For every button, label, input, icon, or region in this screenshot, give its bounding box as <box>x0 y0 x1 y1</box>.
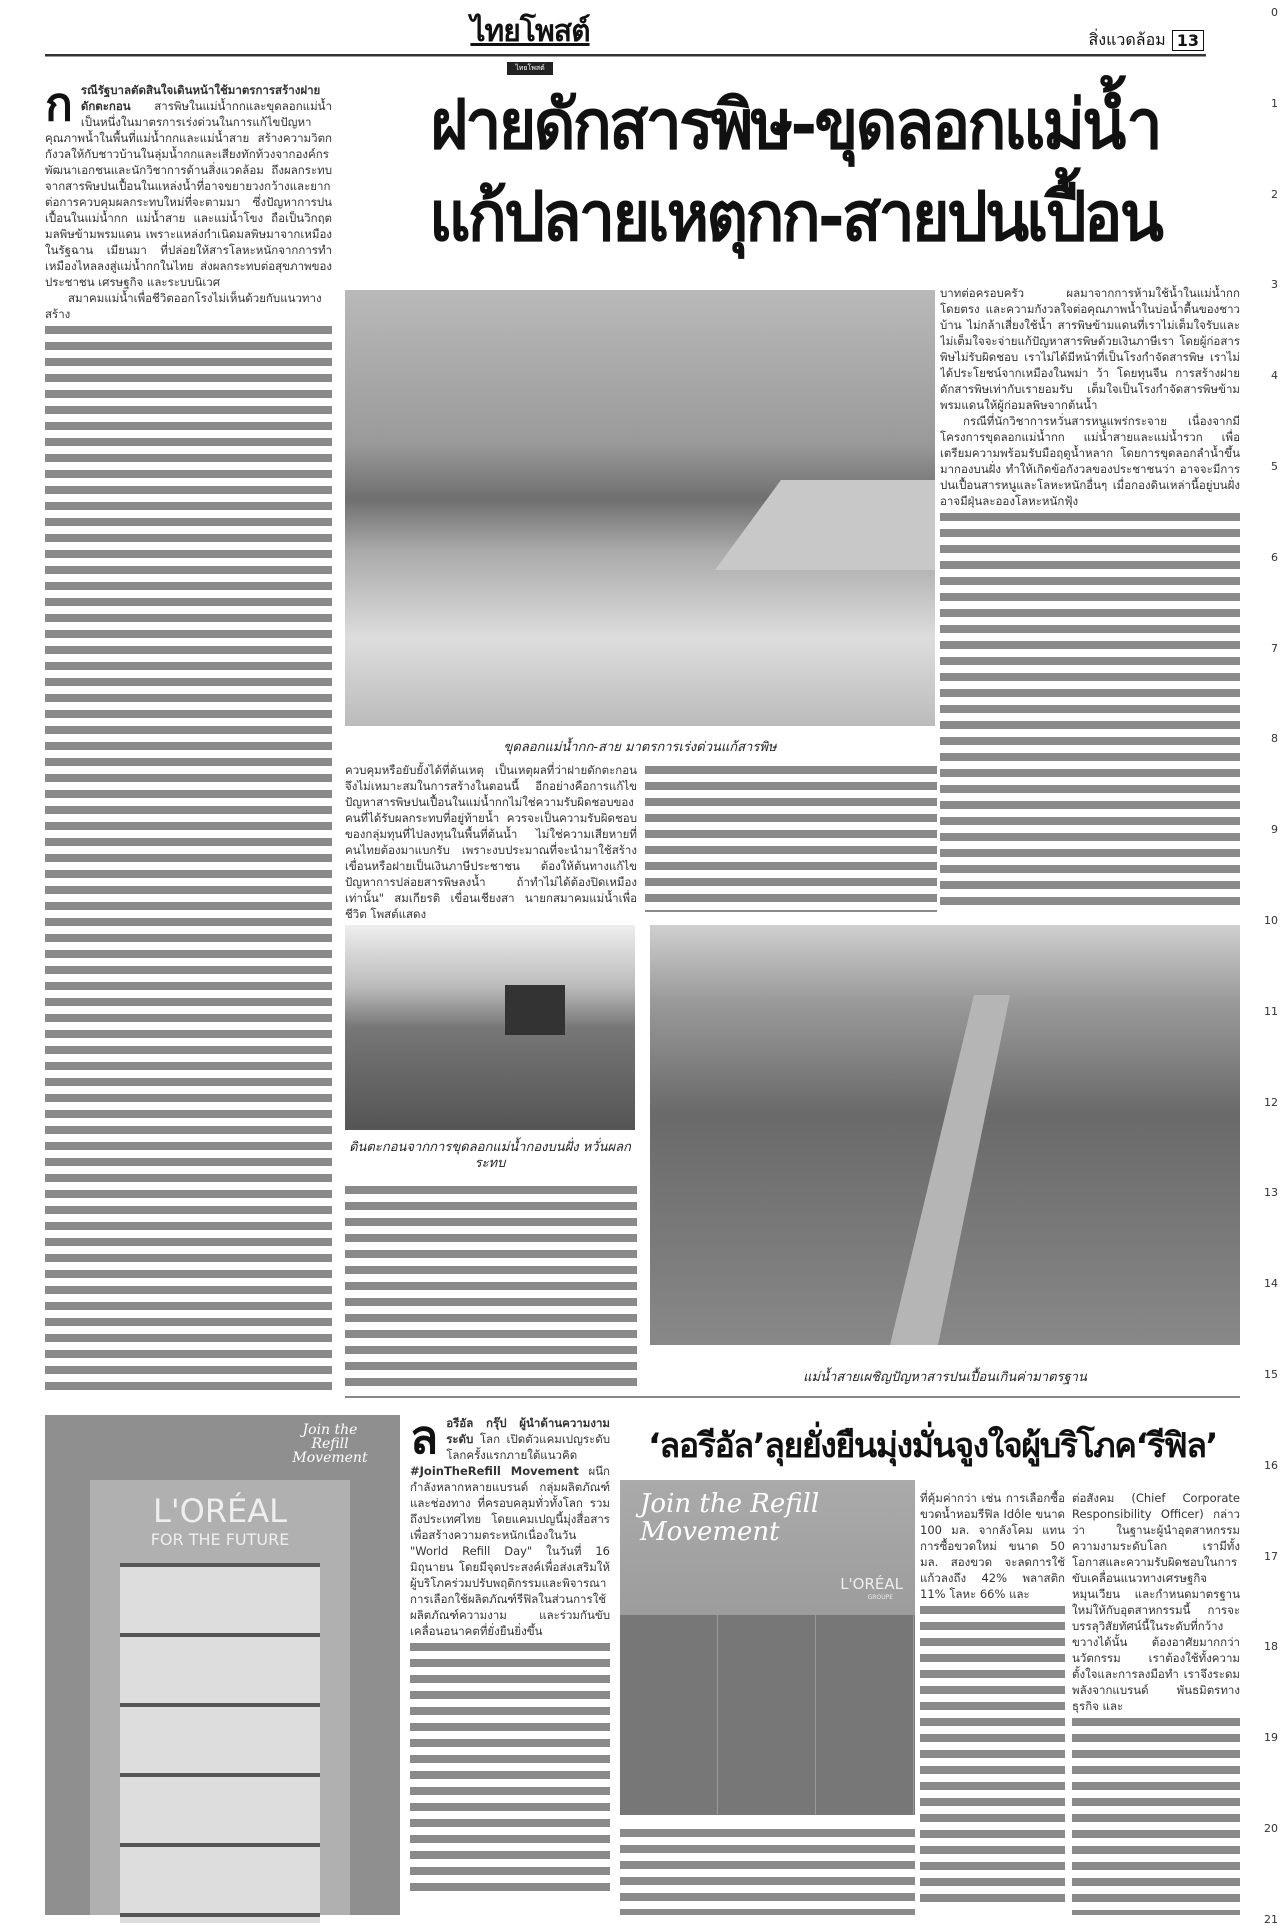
body-text-lines <box>45 322 332 1392</box>
dropcap: ล <box>410 1415 439 1464</box>
article1-headline: ฝายดักสารพิษ-ขุดลอกแม่น้ำ แก้ปลายเหตุกก-สายปนเปื้อน <box>428 86 1162 257</box>
display-stand: L'ORÉAL FOR THE FUTURE <box>90 1480 350 1915</box>
ruler-mark: 18 <box>1264 1640 1278 1654</box>
ruler-mark: 8 <box>1271 732 1278 746</box>
article2-headline: ‘ลอรีอัล’ลุยยั่งยืนมุ่งมั่นจูงใจผู้บริโภค‘รีฟิล’ <box>648 1426 1217 1466</box>
product-shelves <box>120 1563 320 1923</box>
ruler-mark: 0 <box>1271 6 1278 19</box>
ruler-mark: 7 <box>1271 641 1278 655</box>
ruler-mark: 1 <box>1271 96 1278 110</box>
brand-logo: L'ORÉAL <box>840 1575 903 1593</box>
excavator-shape <box>505 985 565 1035</box>
article2-lower-column <box>620 1825 915 1915</box>
paragraph: สมาคมแม่น้ำเพื่อชีวิตออกโรงไม่เห็นด้วยกับแนวทางสร้าง <box>45 291 322 321</box>
ruler-mark: 16 <box>1264 1458 1278 1472</box>
ruler-mark: 9 <box>1271 823 1278 837</box>
campaign-logo: Join the Refill Movement <box>292 1422 368 1466</box>
refill-campaign-photo: Join the Refill Movement L'ORÉAL GROUPE <box>620 1480 915 1815</box>
ruler-mark: 19 <box>1264 1731 1278 1745</box>
body-text-lines <box>410 1639 610 1899</box>
product-panels <box>620 1615 915 1815</box>
article1-right-column: บาทต่อครอบครัว ผลมาจากการห้ามใช้น้ำในแม่น้ำกกโดยตรง และความกังวลใจต่อคุณภาพน้ำในบ่อน้ำตื้นของชาวบ้าน ไม่กล้าเสี่ยงใช้น้ำ สารพิษข้ามแดนที่เราไม่เต็มใจรับและไม่เต็มใจจะจ่ายแก้ปัญหาสารพิษด้วยเงินภาษีเรา โดยผู้ก่อสารพิษไม่รับผิดชอบ เราไม่ได้มีหน้าที่เป็นโรงกำจัดสารพิษ เราไม่ได้ประโยชน์จากเหมืองในพม่า ว้า โดยทุนจีน การสร้างฝายดักสารพิษเท่ากับเรายอมรับ เต็มใจเป็นโรงกำจัดสารพิษข้ามพรมแดนให้ผู้ก่อมลพิษจากต้นน้ำ กรณีที่นักวิชาการหวั่นสารหนูแพร่กระจาย เนื่องจากมีโครงการขุดลอกแม่น้ำกก แม่น้ำสายและแม่น้ำรวก เพื่อเตรียมความพร้อมรับมือฤดูน้ำหลาก โดยการขุดลอกลำน้ำขึ้นมากองบนฝั่ง ทำให้เกิดข้อกังวลของประชาชนว่า อาจจะมีการปนเปื้อนสารหนูและโลหะหนักอื่นๆ เมื่อกองดินเหล่านี้อยู่บนฝั่ง อาจมีฝุ่นละอองโลหะหนักฟุ้ง <box>940 285 1240 910</box>
ruler-mark: 5 <box>1271 460 1278 473</box>
body-text-lines <box>940 509 1240 909</box>
ruler-mark: 3 <box>1271 278 1278 292</box>
lead-bold: รณีรัฐบาลตัดสินใจเดินหน้าใช้มาตรการสร้างฝายดักตะกอน <box>80 83 321 113</box>
caption-main: ขุดลอกแม่น้ำกก-สาย มาตรการเร่งด่วนแก้สารพิษ <box>503 740 777 755</box>
article2-column-3: ที่คุ้มค่ากว่า เช่น การเลือกซื้อขวดน้ำหอมรีฟิล Idôle ขนาด 100 มล. จากลังโคม แทนการซื้อขวดใหม่ ขนาด 50 มล. สองขวด จะลดการใช้แก้วลงถึง 42% พลาสติก 11% โลหะ 66% และ <box>920 1490 1065 1915</box>
ruler-mark: 15 <box>1264 1368 1278 1381</box>
ruler-mark: 17 <box>1264 1549 1278 1563</box>
article-divider <box>345 1396 1240 1398</box>
dropcap: ก <box>45 82 73 131</box>
caption-small: ดินตะกอนจากการขุดลอกแม่น้ำกองบนฝั่ง หวั่นผลกระทบ <box>345 1140 635 1172</box>
hashtag: #JoinTheRefill Movement <box>410 1464 579 1478</box>
ruler-mark: 4 <box>1271 369 1278 383</box>
ruler-mark: 21 <box>1264 1912 1278 1926</box>
caption-aerial: แม่น้ำสายเผชิญปัญหาสารปนเปื้อนเกินค่ามาตรฐาน <box>803 1370 1087 1385</box>
ruler-mark: 14 <box>1264 1277 1278 1291</box>
river-shape <box>715 480 935 570</box>
article1-mid-column-1: ควบคุมหรือยับยั้งได้ที่ต้นเหตุ เป็นเหตุผลที่ว่าฝายดักตะกอนจึงไม่เหมาะสมในการสร้างในตอนนี้ อีกอย่างคือการแก้ไขปัญหาสารพิษปนเปื้อนในแม่น้ำกกไม่ใช่ความรับผิดชอบของคนที่ได้รับผลกระทบที่อยู่ท้ายน้ำ ควรจะเป็นความรับผิดชอบของกลุ่มทุนที่ไปลงทุนในพื้นที่ต้นน้ำ ไม่ใช่ความเสียหายที่คนไทยต้องมาแบกรับ เพราะงบประมาณที่จะนำมาใช้สร้างเขื่อนหรือฝายเป็นเงินภาษีประชาชน ต้องให้ต้นทางแก้ไขปัญหาการปล่อยสารพิษลงน้ำ ถ้าทำไม่ได้ต้องปิดเหมืองเท่านั้น" สมเกียรติ เขื่อนเชียงสา นายกสมาคมแม่น้ำเพื่อชีวิต โพสต์แสดง <box>345 763 637 921</box>
page-number: 13 <box>1172 30 1204 51</box>
ruler-mark: 2 <box>1271 187 1278 201</box>
section-name: สิ่งแวดล้อม <box>1088 30 1166 49</box>
article1-left-column <box>45 82 332 1392</box>
article1-lower-column <box>345 1182 637 1390</box>
body-text-lines <box>920 1602 1065 1902</box>
ruler-mark: 6 <box>1271 550 1278 564</box>
article1-mid-column-2 <box>645 762 937 912</box>
loreal-display-photo <box>45 1415 400 1915</box>
ruler-mark: 20 <box>1264 1822 1278 1835</box>
body-text-lines <box>1072 1714 1240 1915</box>
ruler-mark: 11 <box>1264 1004 1278 1018</box>
dredging-photo <box>345 290 935 726</box>
lead-text: สารพิษในแม่น้ำกกและขุดลอกแม่น้ำ เป็นหนึ่งในมาตรการเร่งด่วนในการแก้ไขปัญหาคุณภาพน้ำในพื้นที่แม่น้ำกกและแม่น้ำสาย สร้างความวิตกกังวลให้กับชาวบ้านในลุ่มน้ำกกและเสียงทักท้วงจากองค์กรพัฒนาเอกชนและนักวิชาการด้านสิ่งแวดล้อม ถึงผลกระทบจากสารพิษปนเปื้อนในแหล่งน้ำที่อาจขยายวงกว้างและยากต่อการควบคุมผลกระทบใหม่ที่จะตามมา ซึ่งปัญหาการปนเปื้อนในแม่น้ำกก แม่น้ำสาย และแม่น้ำโขง ถือเป็นวิกฤตมลพิษข้ามพรมแดน เพราะแหล่งกำเนิดมลพิษมาจากเหมืองในรัฐฉาน เมียนมา ที่ปล่อยให้สารโลหะหนักจากการทำเหมืองไหลลงสู่แม่น้ำกกในไทย ส่งผลกระทบต่อสุขภาพของประชาชน เศรษฐกิจ และระบบนิเวศ <box>45 99 332 289</box>
article2-column-4: ต่อสังคม (Chief Corporate Responsibility Officer) กล่าวว่า ในฐานะผู้นำอุตสาหกรรมความงามระดับโลก เรามีทั้งโอกาสและความรับผิดชอบในการขับเคลื่อนแนวทางเศรษฐกิจหมุนเวียน และกำหนดมาตรฐานใหม่ให้กับอุตสาหกรรมนี้ การจะบรรลุวิสัยทัศน์นี้ในระดับที่กว้างขวางได้นั้น ต้องอาศัยมากกว่านวัตกรรม เราต้องใช้ทั้งความตั้งใจและการลงมือทำ เราจึงระดมพลังจากแบรนด์ พันธมิตรทางธุรกิจ และ <box>1072 1490 1240 1915</box>
section-header <box>1089 28 1205 53</box>
ruler-mark: 12 <box>1264 1095 1278 1109</box>
ruler-mark: 10 <box>1264 914 1278 927</box>
aerial-river-photo <box>650 925 1240 1345</box>
article2-left-column: ล อรีอัล กรุ๊ป ผู้นำด้านความงามระดับ โลก เปิดตัวแคมเปญระดับโลกครั้งแรกภายใต้แนวคิด #JoinTheRefill Movement ผนึกกำลังหลากหลายแบรนด์ กลุ่มผลิตภัณฑ์ และช่องทาง ที่ครอบคลุมทั่วทั้งโลก รวมถึงประเทศไทย โดยแคมเปญนี้มุ่งสื่อสารเพื่อสร้างความตระหนักเนื่องในวัน "World Refill Day" ในวันที่ 16 มิถุนายน โดยมีจุดประสงค์เพื่อส่งเสริมให้ผู้บริโภคร่วมปรับพฤติกรรมและพิจารณาการเลือกใช้ผลิตภัณฑ์รีฟิลในส่วนการใช้ผลิตภัณฑ์ความงาม และร่วมกันขับเคลื่อนอนาคตที่ยั่งยืนยิ่งขึ้น <box>410 1415 610 1915</box>
campaign-logo: Join the Refill Movement <box>640 1489 820 1547</box>
newspaper-logo: ไทยโพสต์ ไทยโพสต์ <box>450 8 610 75</box>
ruler-mark: 13 <box>1264 1186 1278 1200</box>
excavator-photo <box>345 925 635 1130</box>
page-ruler <box>1258 0 1286 1926</box>
river-shape <box>890 995 1010 1345</box>
header-rule <box>45 54 1206 57</box>
